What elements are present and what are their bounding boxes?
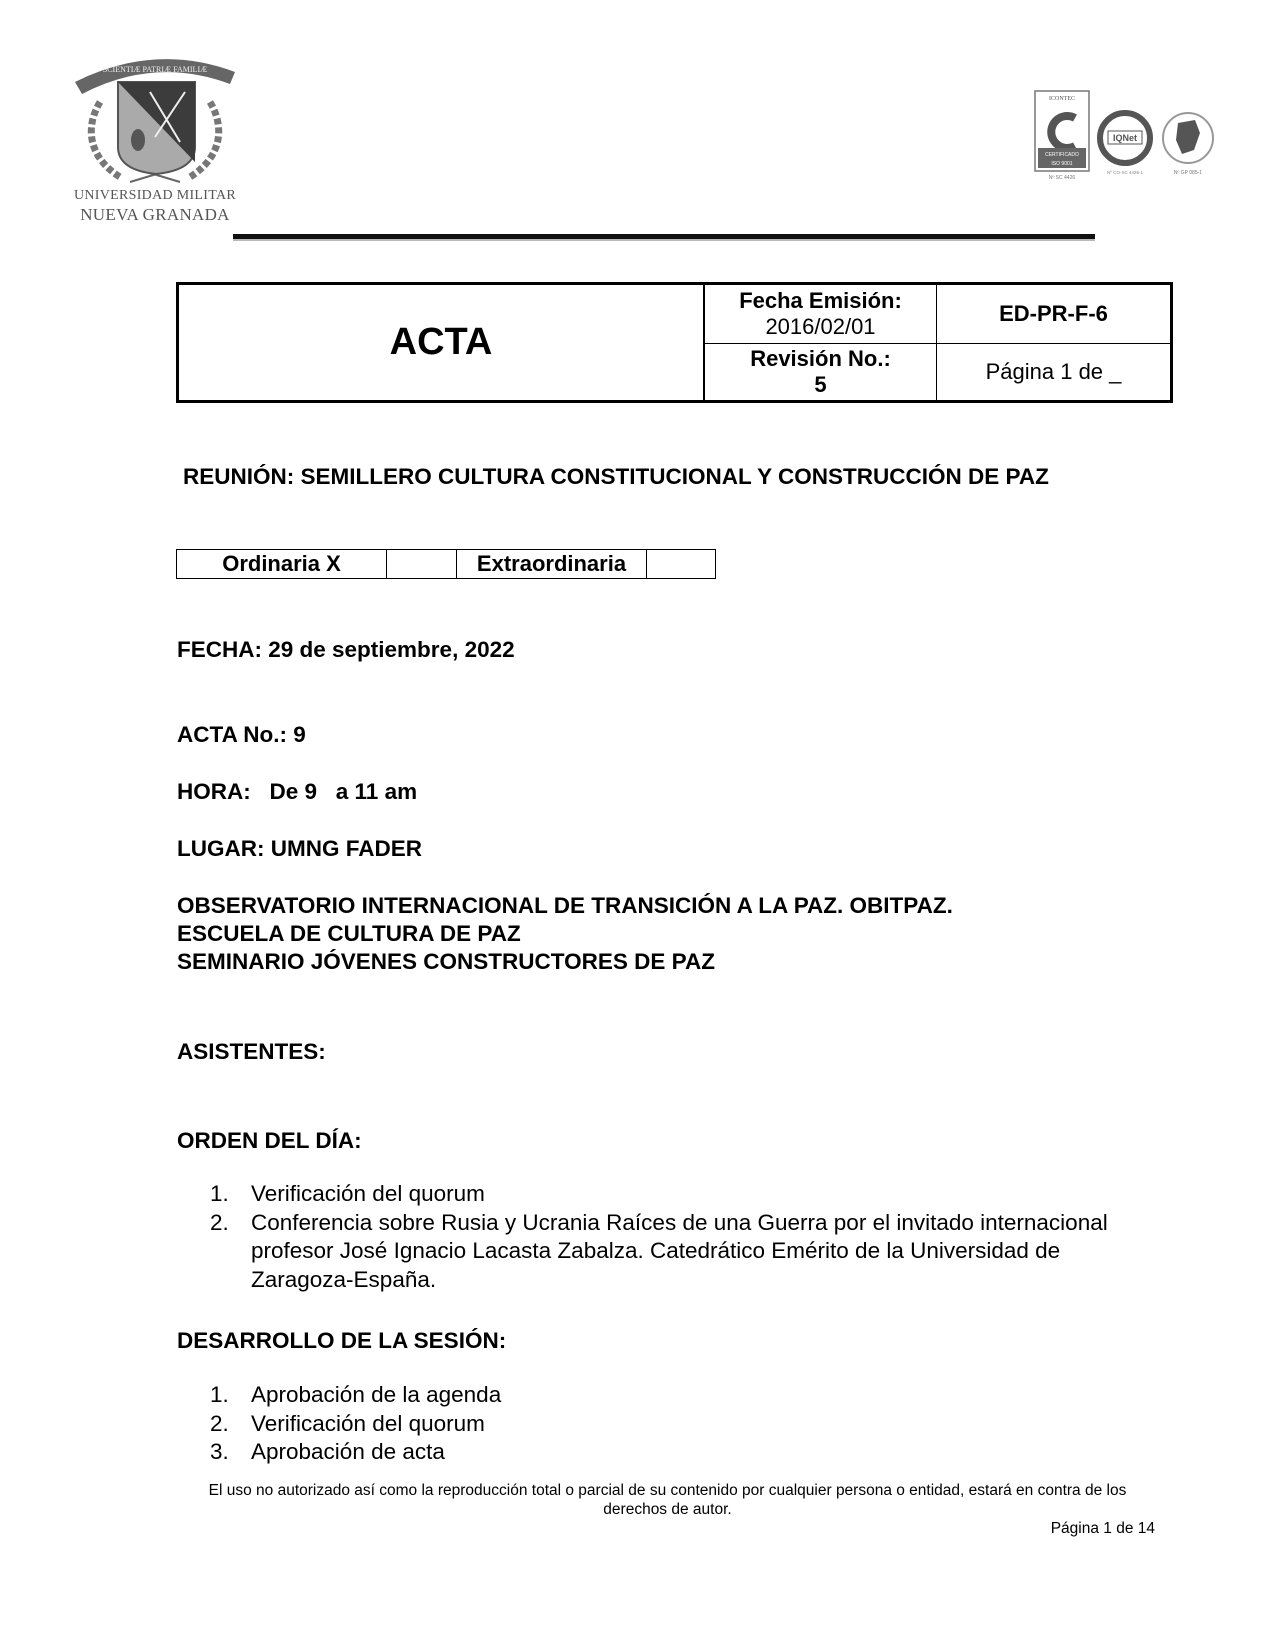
session-heading: DESARROLLO DE LA SESIÓN: [177, 1328, 507, 1353]
svg-text:Nº CO-SC 4426-1: Nº CO-SC 4426-1 [1107, 170, 1143, 175]
ordinaria-checkbox [387, 550, 457, 578]
svg-text:Nº GP 085-1: Nº GP 085-1 [1173, 170, 1203, 176]
organizer-line: OBSERVATORIO INTERNACIONAL DE TRANSICIÓN A LA PAZ. OBITPAZ. [177, 893, 953, 918]
copyright-notice: El uso no autorizado así como la reproducción total o parcial de su contenido por cualquier persona o entidad, estará en contra de los derechos de autor. [208, 1482, 1127, 1518]
ordinaria-label: Ordinaria X [177, 550, 387, 578]
agenda-heading: ORDEN DEL DÍA: [177, 1128, 362, 1153]
issue-date-label: Fecha Emisión: [739, 288, 902, 313]
footer-page-number: Página 1 de 14 [1050, 1520, 1155, 1537]
document-type-title: ACTA [179, 285, 705, 400]
list-text: Aprobación de acta [251, 1439, 445, 1464]
svg-text:IQNet: IQNet [1112, 133, 1138, 143]
list-text: Aprobación de la agenda [251, 1382, 502, 1407]
header-divider [233, 234, 1095, 239]
list-number: 3. [210, 1439, 229, 1464]
attendees-heading: ASISTENTES: [177, 1039, 326, 1064]
document-header-table [176, 282, 1173, 403]
extraordinaria-label: Extraordinaria [457, 550, 647, 578]
meeting-place: LUGAR: UMNG FADER [177, 836, 422, 861]
meeting-type-table [176, 549, 716, 579]
revision-cell [705, 344, 937, 400]
list-text: Verificación del quorum [251, 1410, 485, 1436]
list-number: 1. [210, 1181, 229, 1206]
organizer-line: ESCUELA DE CULTURA DE PAZ [177, 921, 521, 946]
list-number: 1. [210, 1382, 229, 1407]
session-list [210, 1381, 1131, 1467]
list-item [210, 1438, 1131, 1467]
svg-text:Nº SC 4426: Nº SC 4426 [1048, 175, 1076, 181]
svg-text:CERTIFICADO: CERTIFICADO [1045, 152, 1079, 158]
agenda-list [210, 1180, 1131, 1294]
university-name-line1: UNIVERSIDAD MILITAR [73, 188, 237, 203]
meeting-time: HORA: De 9 a 11 am [177, 779, 418, 804]
list-item [210, 1410, 1131, 1439]
list-text: Verificación del quorum [251, 1181, 485, 1206]
meeting-title: REUNIÓN: SEMILLERO CULTURA CONSTITUCIONAL Y CONSTRUCCIÓN DE PAZ [183, 464, 1049, 489]
revision-label: Revisión No.: [750, 346, 891, 371]
revision-value: 5 [814, 372, 827, 397]
acta-number: ACTA No.: 9 [177, 722, 306, 747]
list-number: 2. [210, 1410, 229, 1436]
certification-logos [1030, 88, 1220, 188]
issue-date-cell [705, 285, 937, 344]
list-item [210, 1209, 1131, 1295]
university-name-line2: NUEVA GRANADA [80, 205, 230, 224]
list-item [210, 1180, 1131, 1209]
list-number: 2. [210, 1209, 229, 1235]
list-item [210, 1381, 1131, 1410]
motto-text: SCIENTIÆ PATRIÆ FAMILIÆ [102, 65, 208, 74]
university-logo [70, 42, 240, 232]
organizer-line: SEMINARIO JÓVENES CONSTRUCTORES DE PAZ [177, 949, 715, 974]
issue-date-value: 2016/02/01 [765, 314, 876, 339]
svg-text:ISO 9001: ISO 9001 [1051, 161, 1073, 167]
university-crest-icon [70, 42, 240, 187]
document-code: ED-PR-F-6 [937, 285, 1170, 344]
colombia-seal-icon [1163, 113, 1213, 176]
icontec-logo-icon [1035, 91, 1089, 181]
iqnet-logo-icon [1100, 113, 1150, 175]
list-text: Conferencia sobre Rusia y Ucrania Raíces de una Guerra por el invitado internacional profesor José Ignacio Lacasta Zabalza. Catedrático Emérito de la Universidad de Zaragoza-España. [251, 1209, 1108, 1292]
meeting-date: FECHA: 29 de septiembre, 2022 [177, 637, 515, 662]
svg-text:ICONTEC: ICONTEC [1049, 96, 1075, 102]
header-page-number: Página 1 de _ [985, 359, 1122, 384]
extraordinaria-checkbox [647, 550, 715, 578]
